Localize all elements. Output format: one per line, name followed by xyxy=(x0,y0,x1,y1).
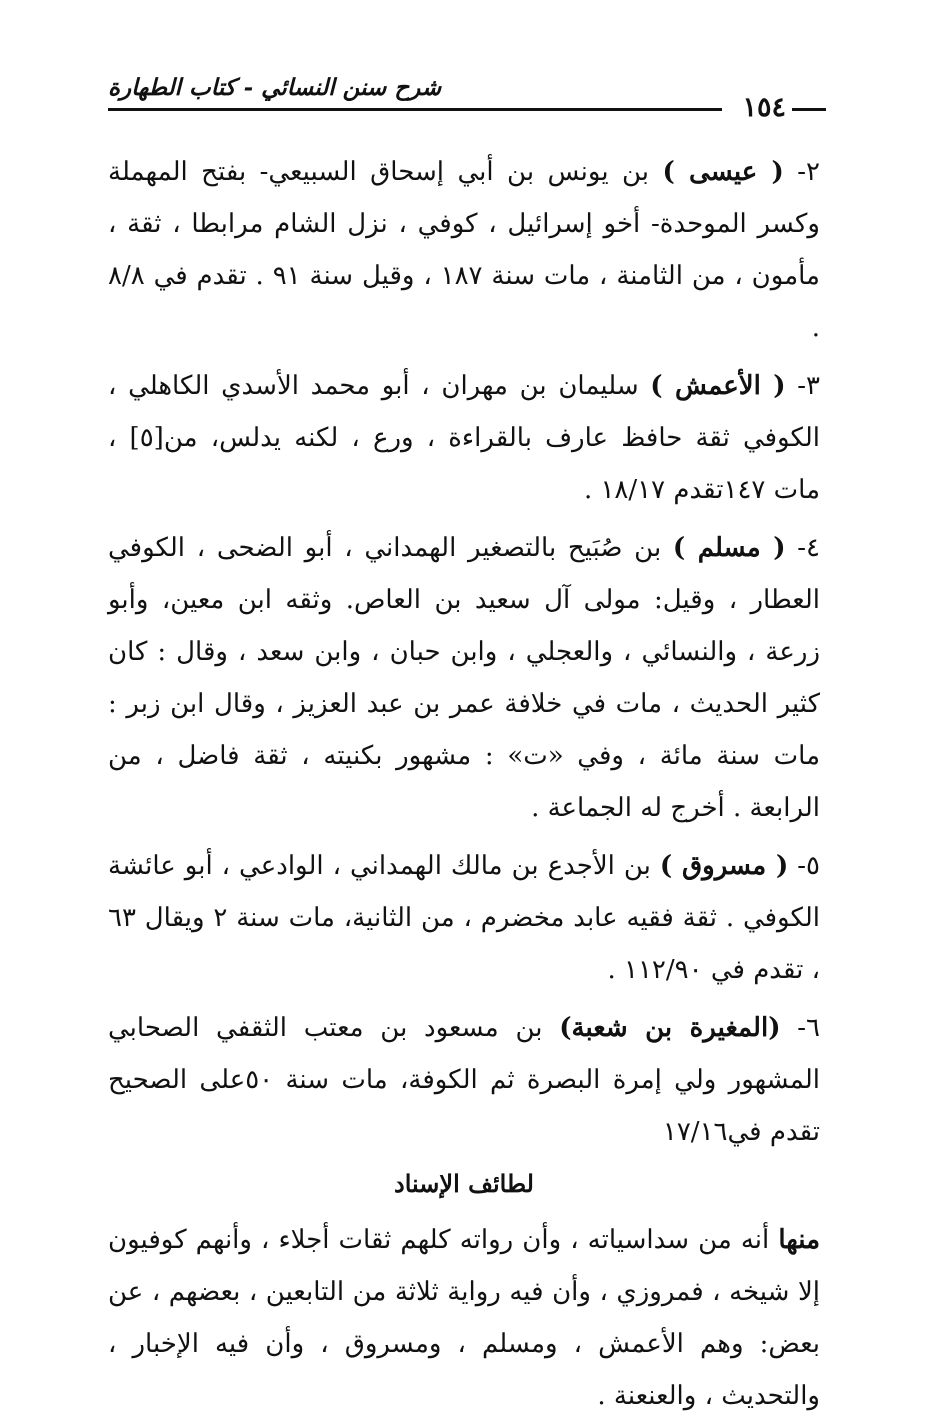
page-number: ١٥٤ xyxy=(742,92,786,123)
paragraph-text: أنه من سداسياته ، وأن رواته كلهم ثقات أجلاء ، وأنهم كوفيون إلا شيخه ، فمروزي ، وأن فيه رواية ثلاثة من التابعين ، بعضهم ، عن بعض: وهم الأعمش ، ومسلم ، ومسروق ، وأن فيه الإخبار ، والتحديث ، والعنعنة . xyxy=(108,1225,820,1411)
page-header xyxy=(108,64,826,124)
page-number-dash xyxy=(792,108,826,111)
narrator-name: ( عيسى ) xyxy=(662,157,784,187)
entry-number: ٦- xyxy=(780,1013,820,1043)
narrator-name: ( مسلم ) xyxy=(672,533,786,563)
narrator-name: ( مسروق ) xyxy=(659,851,789,881)
entry-number: ٥- xyxy=(788,851,820,881)
entry-text: بن مسعود بن معتب الثقفي الصحابي المشهور ولي إمرة البصرة ثم الكوفة، مات سنة ٥٠على الصحيح تقدم في١٧/١٦ xyxy=(108,1013,820,1147)
narrator-entry-4 xyxy=(108,522,820,834)
header-rule xyxy=(108,108,722,111)
paragraph-lead: منها xyxy=(778,1225,820,1255)
isnad-notes-paragraph xyxy=(108,1214,820,1422)
page-body xyxy=(108,146,820,1422)
entry-text: بن يونس بن أبي إسحاق السبيعي- بفتح المهملة وكسر الموحدة- أخو إسرائيل ، كوفي ، نزل الشام مرابطا ، ثقة ، مأمون ، من الثامنة ، مات سنة ١٨٧ ، وقيل سنة ٩١ . تقدم في ٨/٨ . xyxy=(108,157,820,343)
narrator-entry-6 xyxy=(108,1002,820,1158)
entry-text: بن الأجدع بن مالك الهمداني ، الوادعي ، أبو عائشة الكوفي . ثقة فقيه عابد مخضرم ، من الثانية، مات سنة ٢ ويقال ٦٣ ، تقدم في ١١٢/٩٠ . xyxy=(108,851,820,985)
narrator-entry-5 xyxy=(108,840,820,996)
entry-number: ٢- xyxy=(783,157,820,187)
section-heading: لطائف الإسناد xyxy=(394,1169,534,1198)
narrator-name: ( الأعمش ) xyxy=(650,371,786,401)
running-title: شرح سنن النسائي - كتاب الطهارة xyxy=(108,74,442,101)
entry-number: ٤- xyxy=(785,533,820,563)
narrator-entry-3 xyxy=(108,360,820,516)
narrator-name: (المغيرة بن شعبة) xyxy=(559,1013,781,1043)
narrator-entry-2 xyxy=(108,146,820,354)
entry-text: بن صُبَيح بالتصغير الهمداني ، أبو الضحى ، الكوفي العطار ، وقيل: مولى آل سعيد بن العاص. وثقه ابن معين، وأبو زرعة ، والنسائي ، والعجلي ، وابن حبان ، وابن سعد ، وقال : كان كثير الحديث ، مات في خلافة عمر بن عبد العزيز ، وقال ابن زبر : مات سنة مائة ، وفي «ت» : مشهور بكنيته ، ثقة فاضل ، من الرابعة . أخرج له الجماعة . xyxy=(108,533,820,823)
entry-text: سليمان بن مهران ، أبو محمد الأسدي الكاهلي ، الكوفي ثقة حافظ عارف بالقراءة ، ورع ، لكنه يدلس، من[٥] ، مات ١٤٧تقدم ١٨/١٧ . xyxy=(108,371,820,505)
entry-number: ٣- xyxy=(785,371,820,401)
